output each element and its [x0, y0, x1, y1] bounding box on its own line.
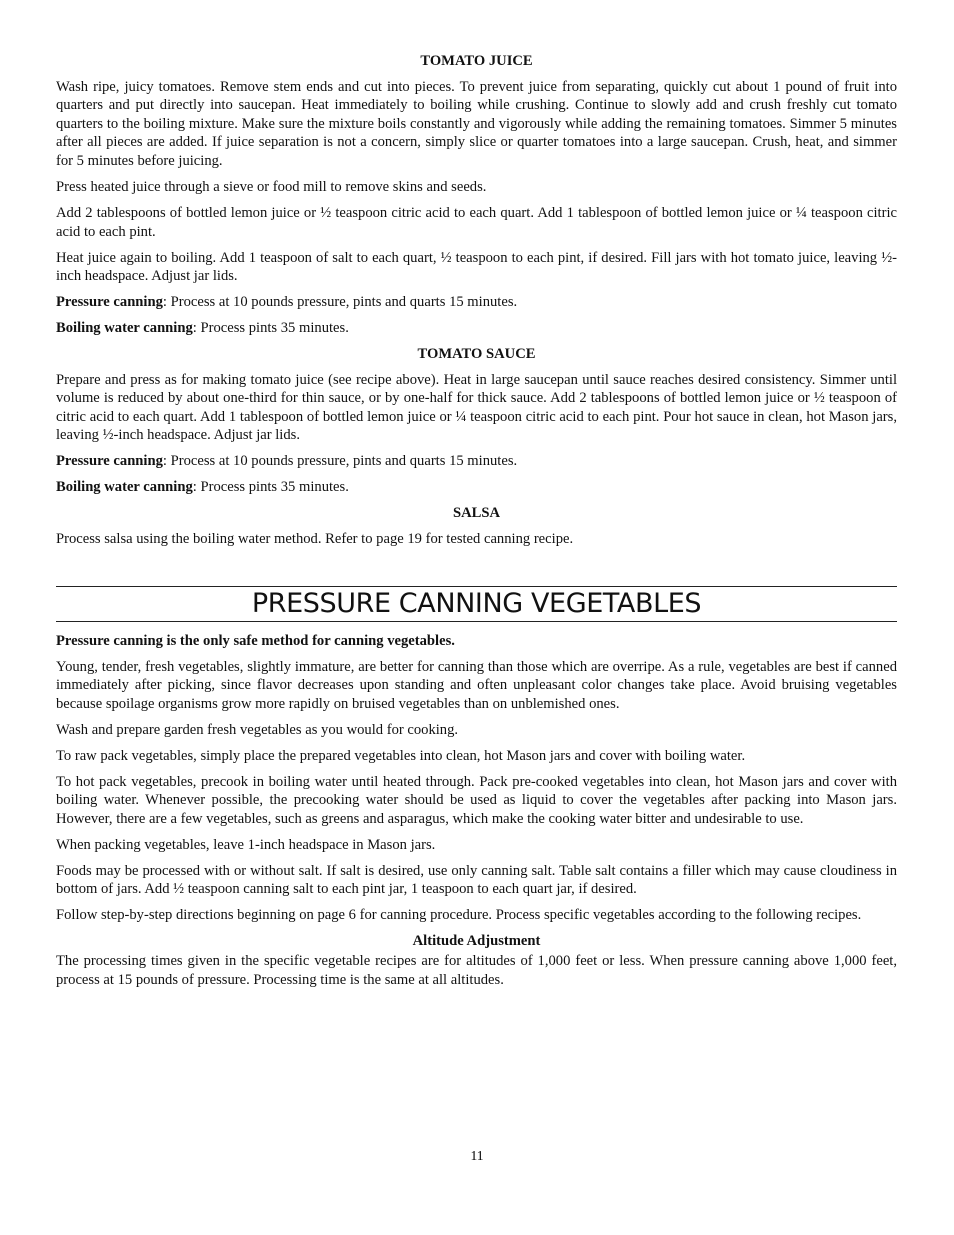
vegetables-paragraph-7: Follow step-by-step directions beginning on page 6 for canning procedure. Process specific vegetables according to the following recipes.: [56, 907, 862, 924]
vegetables-paragraph-1: Young, tender, fresh vegetables, slightly immature, are better for canning than those which are overripe. As a rule, vegetables are best if canned immediately after picking, since flavor decreases upon standing and often unpleasant color changes take place. Avoid bruising vegetables because spoilage organisms grow more rapidly on bruised vegetables than on unblemished ones.: [56, 658, 897, 712]
pressure-label: Pressure canning: [56, 453, 163, 470]
tomato-juice-paragraph-3: Add 2 tablespoons of bottled lemon juice or ½ teaspoon citric acid to each quart. Add 1 tablespoon of bottled lemon juice or ¼ teaspoon citric acid to each pint.: [56, 204, 897, 240]
altitude-heading: Altitude Adjustment: [412, 933, 541, 950]
tomato-juice-boiling: [56, 319, 897, 338]
tomato-juice-paragraph-1: Wash ripe, juicy tomatoes. Remove stem ends and cut into pieces. To prevent juice from separating, quickly cut about 1 pound of fruit into quarters and put directly into saucepan. Heat immediately to boiling while crushing. Continue to slowly add and crush freshly cut tomato quarters to the boiling mixture. Make sure the mixture boils constantly and vigorously while adding the remaining tomatoes. Simmer 5 minutes after all pieces are added. If juice separation is not a concern, simply slice or quarter tomatoes into a large saucepan. Crush, heat, and simmer for 5 minutes before juicing.: [56, 78, 897, 169]
boiling-label: Boiling water canning: [56, 479, 193, 496]
tomato-sauce-paragraph-1: Prepare and press as for making tomato juice (see recipe above). Heat in large saucepan until sauce reaches desired consistency. Simmer until volume is reduced by about one-third for thin sauce, or by one-half for thick sauce. Add 2 tablespoons of bottled lemon juice or ½ teaspoon of citric acid to each quart. Add 1 tablespoon of bottled lemon juice or ¼ teaspoon citric acid to each pint. Pour hot sauce in clean, hot Mason jars, leaving ½-inch headspace. Adjust jar lids.: [56, 371, 897, 444]
vegetables-paragraph-2: Wash and prepare garden fresh vegetables as you would for cooking.: [56, 721, 459, 738]
tomato-juice-paragraph-2: Press heated juice through a sieve or food mill to remove skins and seeds.: [56, 178, 487, 195]
boiling-text: : Process pints 35 minutes.: [192, 320, 349, 337]
pressure-label: Pressure canning: [56, 294, 163, 311]
vegetables-lead: Pressure canning is the only safe method for canning vegetables.: [56, 632, 455, 649]
vegetables-paragraph-6: Foods may be processed with or without salt. If salt is desired, use only canning salt. Table salt contains a filler which may cause cloudiness in bottom of jars. Add ½ teaspoon canning salt to each pint jar, 1 teaspoon to each quart jar, if desired.: [56, 862, 897, 898]
boiling-label: Boiling water canning: [56, 320, 193, 337]
boiling-text: : Process pints 35 minutes.: [192, 479, 349, 496]
page-number: 11: [470, 1148, 484, 1163]
vegetables-paragraph-3: To raw pack vegetables, simply place the prepared vegetables into clean, hot Mason jars and cover with boiling water.: [56, 747, 746, 764]
tomato-sauce-pressure: [56, 452, 897, 471]
section-title: PRESSURE CANNING VEGETABLES: [251, 587, 702, 619]
salsa-paragraph-1: Process salsa using the boiling water method. Refer to page 19 for tested canning recipe.: [56, 530, 574, 547]
pressure-text: : Process at 10 pounds pressure, pints and quarts 15 minutes.: [162, 453, 518, 470]
tomato-sauce-boiling: [56, 478, 897, 497]
vegetables-paragraph-4: To hot pack vegetables, precook in boiling water until heated through. Pack pre-cooked vegetables into clean, hot Mason jars and cover with boiling water. Whenever possible, the precooking water should be used as liquid to cover the vegetables after packing into Mason jars. However, there are a few vegetables, such as greens and asparagus, which make the cooking water bitter and undesirable to use.: [56, 773, 897, 827]
pressure-text: : Process at 10 pounds pressure, pints and quarts 15 minutes.: [162, 294, 518, 311]
tomato-juice-heading: TOMATO JUICE: [420, 53, 533, 69]
salsa-heading: SALSA: [452, 505, 501, 522]
tomato-sauce-heading: TOMATO SAUCE: [417, 346, 536, 363]
vegetables-paragraph-5: When packing vegetables, leave 1-inch headspace in Mason jars.: [56, 836, 436, 853]
document-page: [56, 52, 897, 997]
altitude-paragraph: The processing times given in the specific vegetable recipes are for altitudes of 1,000 feet or less. When pressure canning above 1,000 feet, process at 15 pounds of pressure. Processing time is the same at all altitudes.: [56, 953, 897, 988]
tomato-juice-pressure: [56, 293, 897, 312]
section-title-bar: [56, 586, 897, 622]
tomato-juice-paragraph-4: Heat juice again to boiling. Add 1 teaspoon of salt to each quart, ½ teaspoon to each pint, if desired. Fill jars with hot tomato juice, leaving ½-inch headspace. Adjust jar lids.: [56, 249, 897, 285]
